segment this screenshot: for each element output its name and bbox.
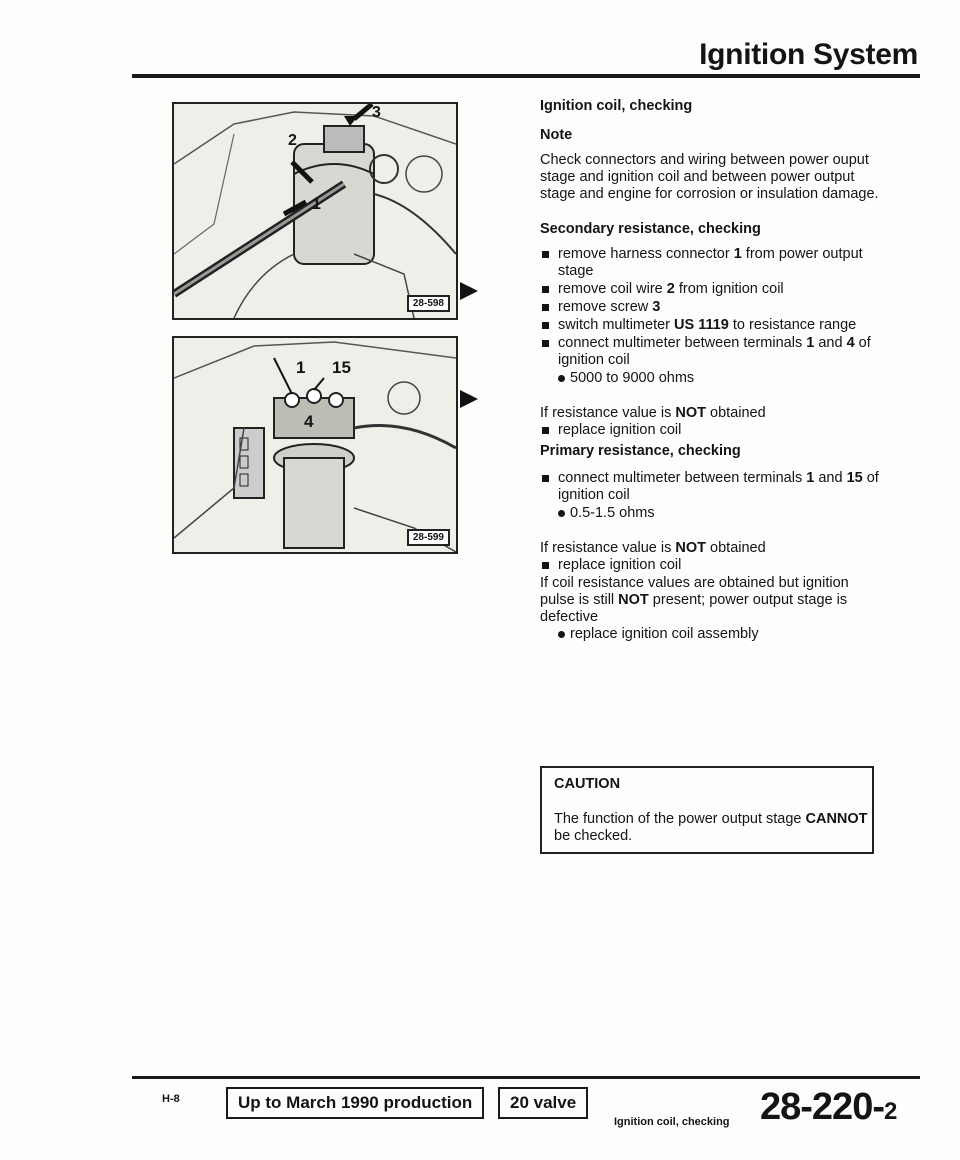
pointer-arrow-icon [460,390,478,408]
list-item: remove coil wire 2 from ignition coil [540,281,880,298]
list-item: remove screw 3 [540,299,880,316]
caution-box [540,766,874,854]
final-condition: If coil resistance values are obtained but ignition pulse is still NOT present; power output stage is defective [540,575,849,625]
figure-tag: 28-599 [407,529,450,546]
callout-3: 3 [372,104,381,121]
secondary-action [540,422,880,439]
list-item: replace ignition coil [540,422,880,439]
footer-rule [132,1076,920,1079]
pointer-arrow-icon [460,282,478,300]
primary-spec: 0.5-1.5 ohms [540,505,880,522]
callout-1: 1 [296,358,306,377]
page-title: Ignition System [699,38,918,71]
secondary-condition: If resistance value is NOT obtained [540,405,766,421]
list-item: remove harness connector 1 from power output stage [540,246,880,280]
figure-tag: 28-598 [407,295,450,312]
engine-badge: 20 valve [498,1087,588,1119]
production-badge: Up to March 1990 production [226,1087,484,1119]
primary-heading: Primary resistance, checking [540,443,741,459]
secondary-heading: Secondary resistance, checking [540,221,761,237]
section-heading: Ignition coil, checking [540,98,693,114]
figure-coil-overview [172,102,458,320]
primary-action [540,557,880,574]
page-number: 28-220-2 [760,1086,897,1128]
primary-condition: If resistance value is NOT obtained [540,540,766,556]
callout-2: 2 [288,132,297,149]
final-action: replace ignition coil assembly [540,626,880,643]
secondary-steps [540,246,880,369]
caution-text: The function of the power output stage CANNOT be checked. [554,811,868,844]
callout-15: 15 [332,358,351,377]
list-item: replace ignition coil [540,557,880,574]
figure-coil-terminals [172,336,458,554]
footer-section: Ignition coil, checking [614,1116,730,1128]
footer-code: H-8 [162,1093,180,1105]
header-rule [132,74,920,78]
coil-terminals-illustration [174,338,456,552]
instruction-column [540,98,880,643]
caution-title: CAUTION [554,776,621,792]
note-title: Note [540,127,573,143]
primary-steps [540,470,880,504]
list-item: connect multimeter between terminals 1 and 15 of ignition coil [540,470,880,504]
list-item: switch multimeter US 1119 to resistance range [540,317,880,334]
note-text: Check connectors and wiring between power ouput stage and ignition coil and between power output stage and engine for corrosion or insulation damage. [540,152,879,202]
callout-1: 1 [312,196,321,213]
list-item: connect multimeter between terminals 1 and 4 of ignition coil [540,335,880,369]
secondary-spec: 5000 to 9000 ohms [540,370,880,387]
callout-4: 4 [304,412,314,431]
